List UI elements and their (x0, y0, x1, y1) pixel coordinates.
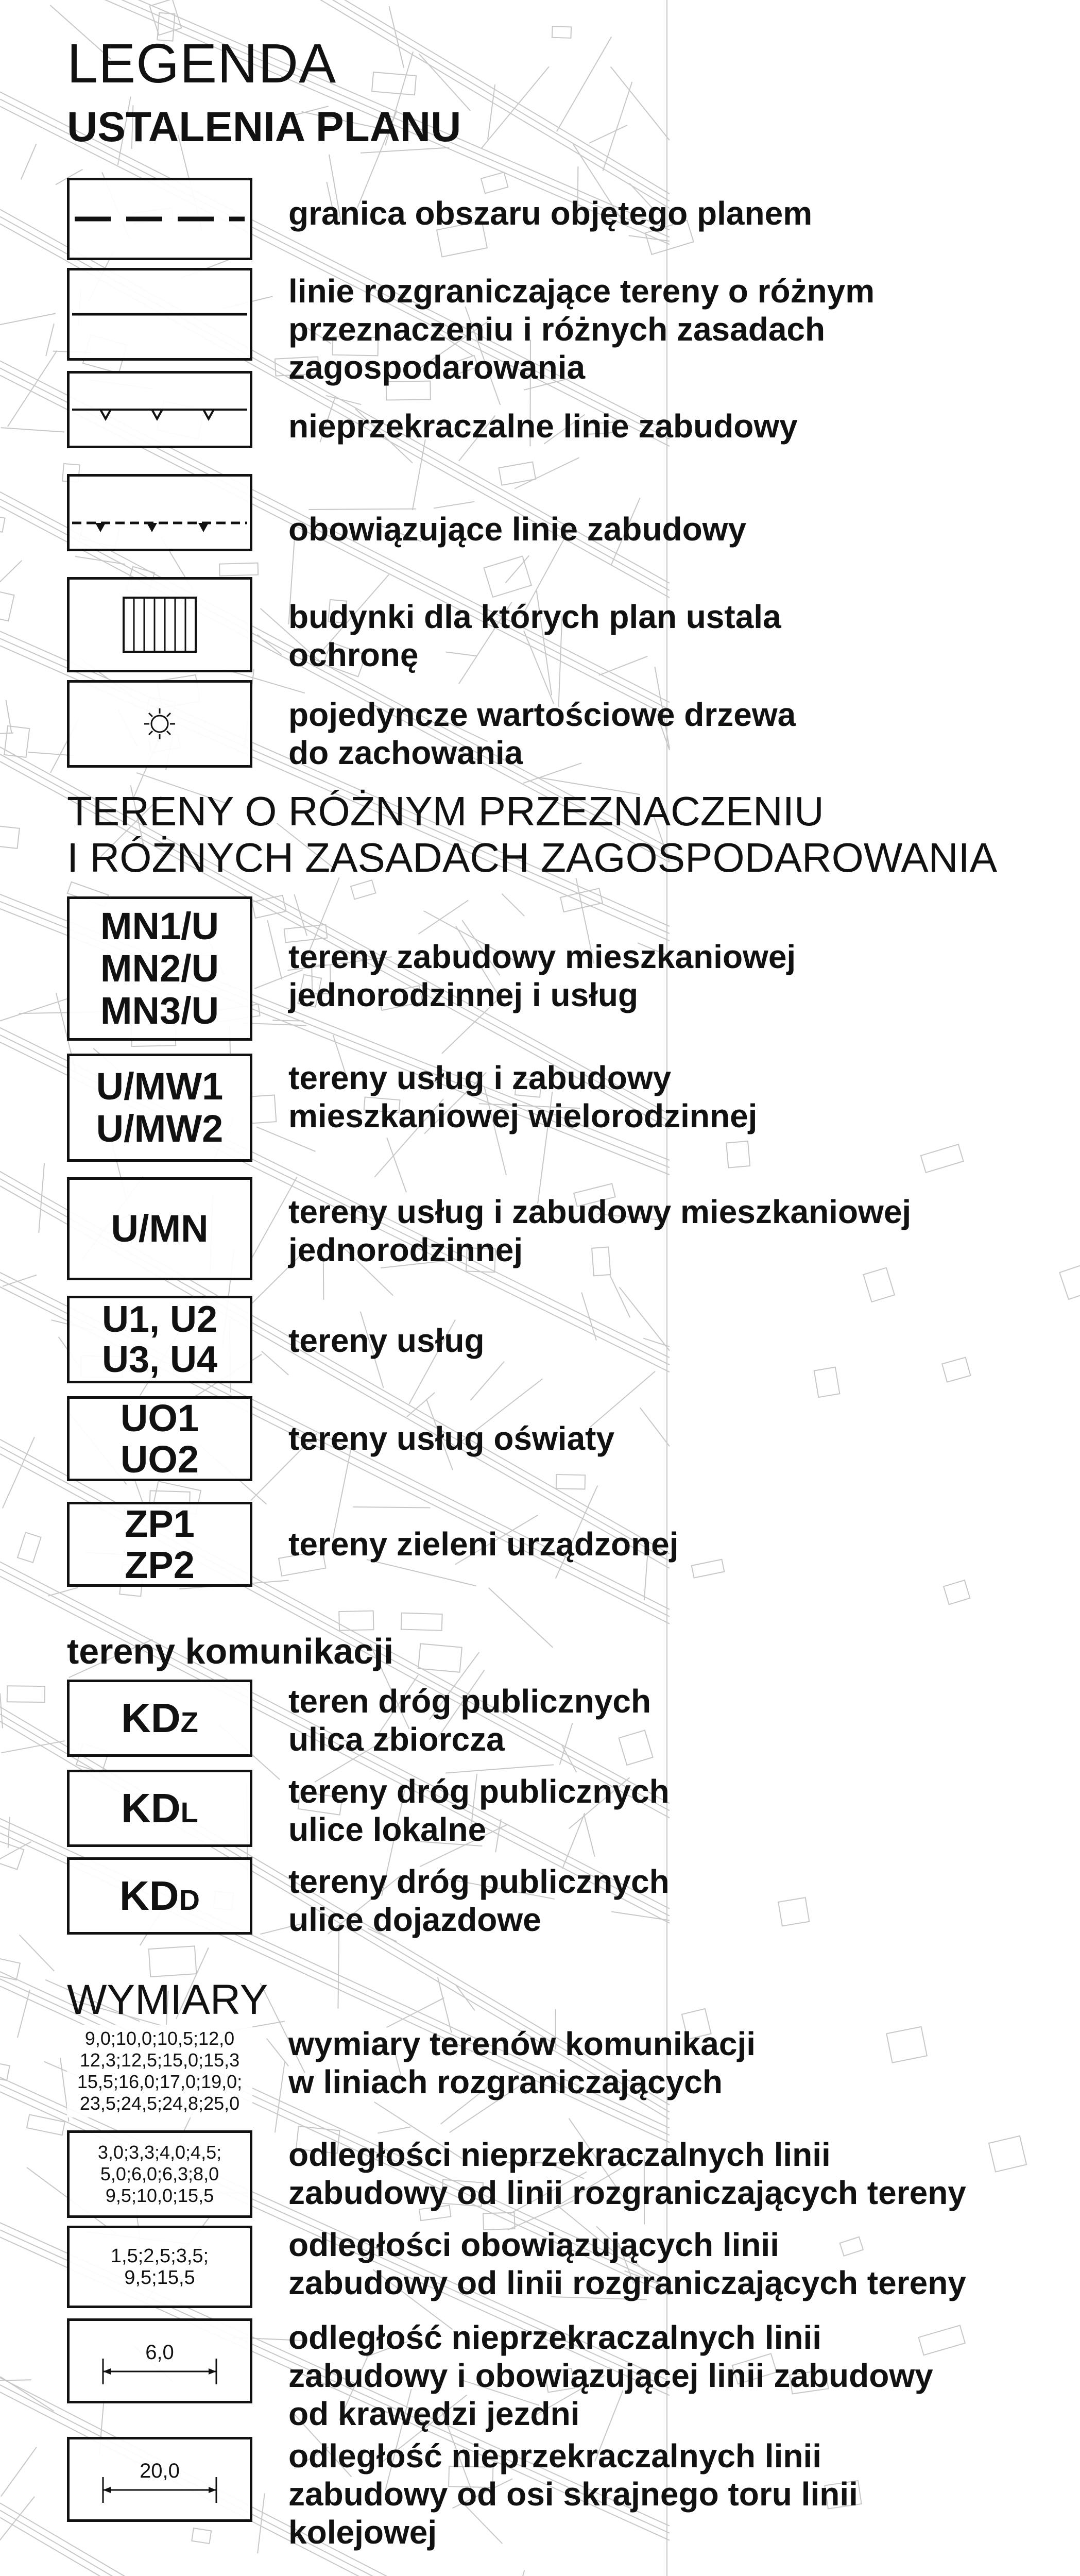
zone-code: UO1 UO2 (120, 1396, 199, 1481)
plan-settings-heading: USTALENIA PLANU (67, 104, 461, 150)
dimension-value: 6,0 (145, 2341, 174, 2364)
dimension-values-box (67, 2025, 252, 2117)
legend-label: obowiązujące linie zabudowy (288, 511, 747, 548)
zone-code-box (67, 896, 252, 1041)
zone-code: U1, U2 U3, U4 (101, 1299, 218, 1380)
legend-label: pojedyncze wartościowe drzewa do zachowania (288, 696, 796, 771)
dimension-box (67, 2318, 252, 2403)
dimension-value: 20,0 (140, 2459, 180, 2482)
dimension-values: 1,5;2,5;3,5; 9,5;15,5 (110, 2245, 209, 2289)
dimension-arrow-group (82, 2330, 237, 2392)
zone-code: U/MN (111, 1207, 209, 1250)
road-code-box (67, 1857, 252, 1935)
road-code (119, 1875, 200, 1917)
dimension-values-box (67, 2226, 252, 2308)
legend-label: tereny dróg publicznych ulice lokalne (288, 1773, 670, 1848)
road-code-box (67, 1680, 252, 1757)
tree-symbol (67, 680, 252, 768)
zone-code-box (67, 1396, 252, 1481)
road-code (121, 1695, 198, 1741)
dimension-values: 3,0;3,3;4,0;4,5; 5,0;6,0;6,3;8,0 9,5;10,0;15,5 (97, 2142, 222, 2206)
solid-lines-symbol (67, 268, 252, 361)
legend-label: tereny usług (288, 1322, 485, 1359)
legend-label: nieprzekraczalne linie zabudowy (288, 408, 798, 445)
road-code-main: KD (121, 1695, 181, 1741)
zones-heading: TERENY O RÓŻNYM PRZEZNACZENIU I RÓŻNYCH ZASADACH ZAGOSPODAROWANIA (67, 788, 998, 880)
dimension-values: 9,0;10,0;10,5;12,0 12,3;12,5;15,0;15,3 15,5;16,0;17,0;19,0; 23,5;24,5;24,8;25,0 (77, 2028, 243, 2114)
legend-label: odległość nieprzekraczalnych linii zabudowy od osi skrajnego toru linii kolejowej (288, 2437, 858, 2551)
zone-code-box (67, 1502, 252, 1587)
legend-label: tereny usług oświaty (288, 1420, 615, 1457)
zone-code: MN1/U MN2/U MN3/U (100, 905, 219, 1032)
road-code-sub: L (180, 1796, 198, 1828)
road-code (121, 1785, 198, 1831)
road-code-box (67, 1770, 252, 1847)
legend-label: wymiary terenów komunikacji w liniach rozgraniczających (288, 2025, 756, 2100)
legend-label: tereny zieleni urządzonej (288, 1526, 679, 1563)
legend-label: budynki dla których plan ustala ochronę (288, 598, 781, 673)
legend-label: teren dróg publicznych ulica zbiorcza (288, 1683, 652, 1758)
road-code-main: KD (121, 1785, 181, 1831)
zone-code: U/MW1 U/MW2 (96, 1065, 224, 1150)
zone-code-box (67, 1296, 252, 1383)
road-code-sub: Z (180, 1706, 198, 1738)
dotted-triangle-line-symbol (67, 474, 252, 551)
dimension-values-box (67, 2130, 252, 2218)
road-code-sub: D (179, 1884, 200, 1916)
legend-label: tereny usług i zabudowy mieszkaniowej wielorodzinnej (288, 1059, 758, 1134)
dimension-arrow-group (82, 2449, 237, 2511)
legend-label: tereny dróg publicznych ulice dojazdowe (288, 1863, 670, 1938)
legend-label: granica obszaru objętego planem (288, 195, 813, 232)
legend-label: odległości obowiązujących linii zabudowy od linii rozgraniczających tereny (288, 2226, 966, 2301)
zone-code-box (67, 1177, 252, 1280)
road-code-main: KD (119, 1873, 179, 1919)
dimensions-heading: WYMIARY (67, 1976, 268, 2023)
triangle-line-symbol (67, 371, 252, 448)
dimension-box (67, 2437, 252, 2522)
zone-code-box (67, 1054, 252, 1162)
legend-label: tereny usług i zabudowy mieszkaniowej jednorodzinnej (288, 1193, 912, 1268)
legend-label: linie rozgraniczające tereny o różnym przeznaczeniu i różnych zasadach zagospodarowania (288, 273, 875, 386)
dashed-line-symbol (67, 178, 252, 260)
legend-label: tereny zabudowy mieszkaniowej jednorodzinnej i usług (288, 938, 796, 1013)
transport-heading: tereny komunikacji (67, 1631, 394, 1671)
legend-title: LEGENDA (67, 32, 337, 94)
legend-label: odległość nieprzekraczalnych linii zabudowy i obowiązującej linii zabudowy od krawędzi jezdni (288, 2319, 933, 2432)
legend-label: odległości nieprzekraczalnych linii zabudowy od linii rozgraniczających tereny (288, 2136, 966, 2211)
zone-code: ZP1 ZP2 (125, 1502, 195, 1586)
hatched-building-symbol (67, 577, 252, 672)
